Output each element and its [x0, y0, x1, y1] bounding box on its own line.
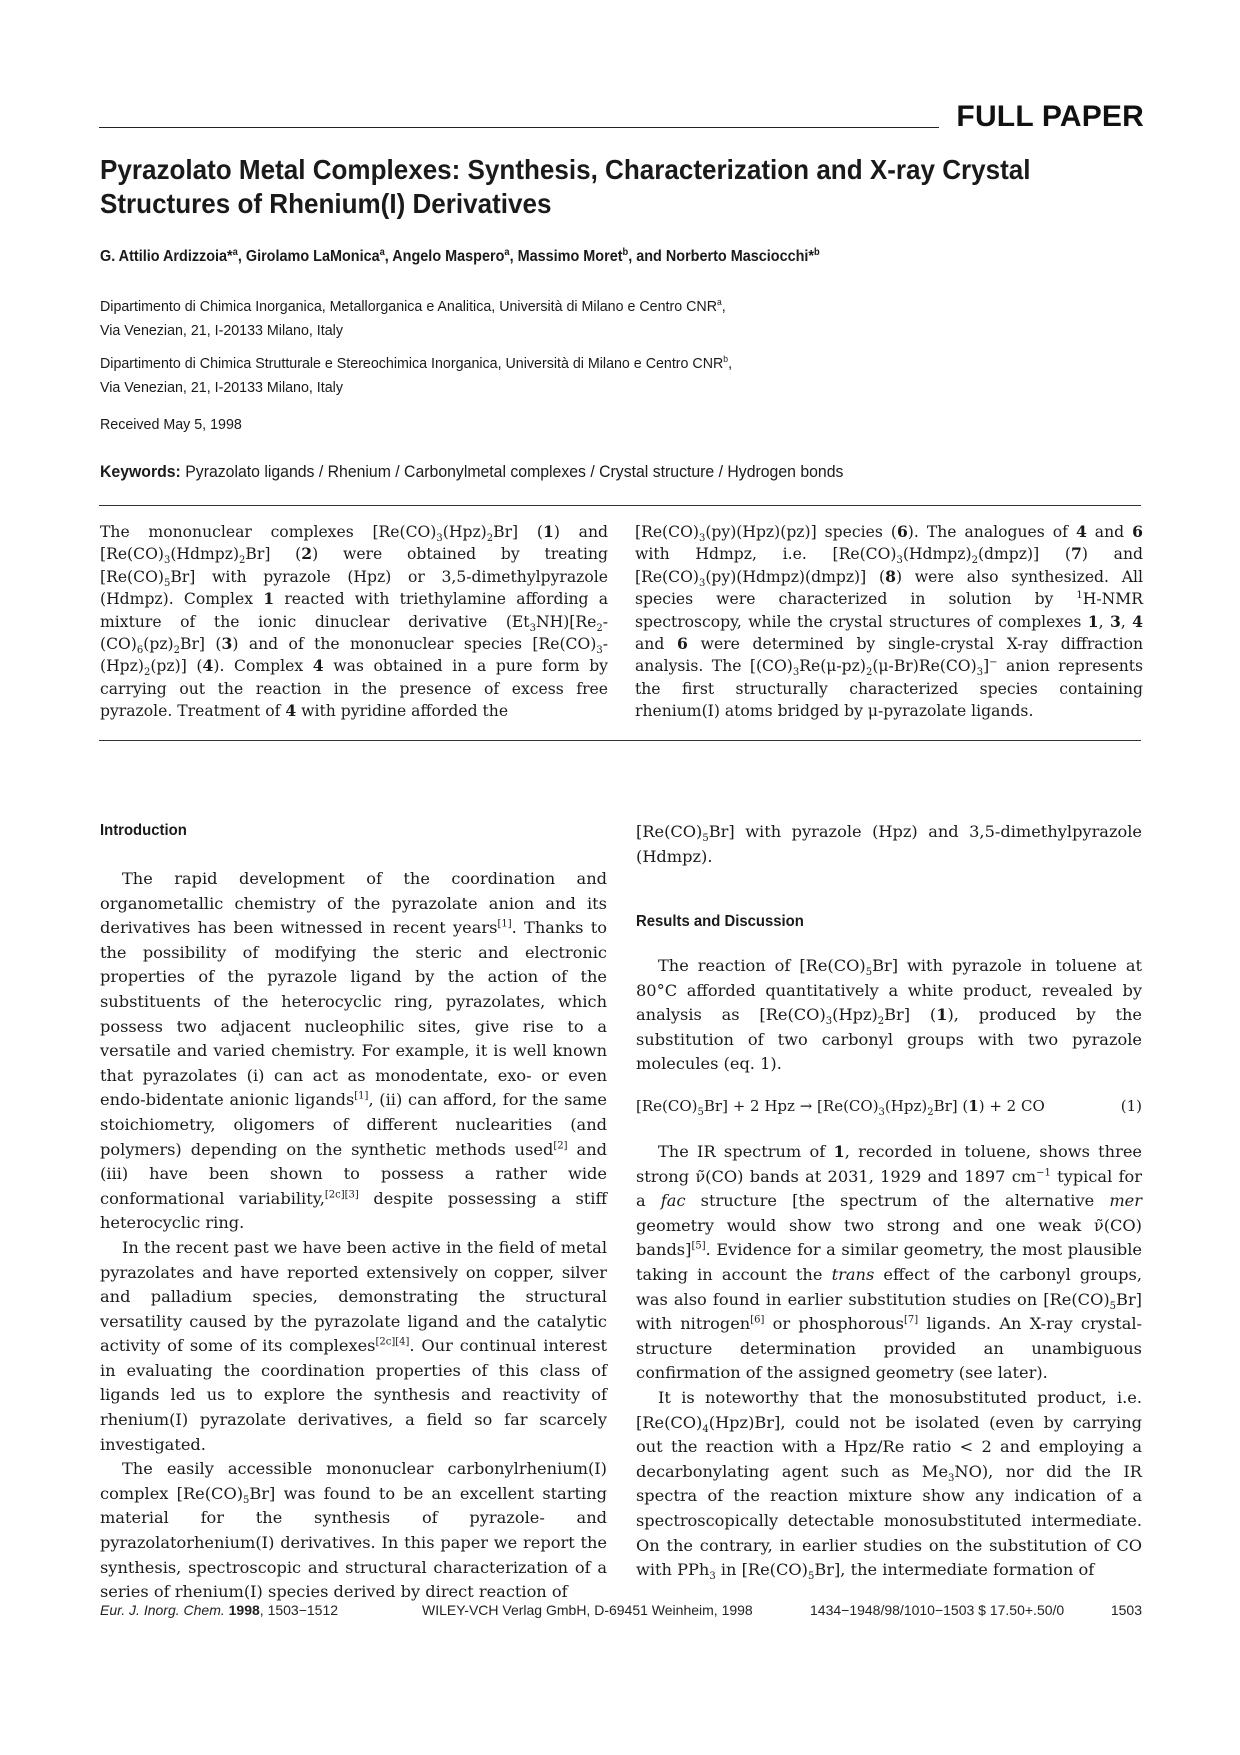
abstract-top-rule: [99, 505, 1141, 506]
abstract-right-column: $[Re(CO)_3(py)(Hpz)(pz)]$ species (6). The analogues of 4 and 6 with Hdmpz, i.e. $[Re(CO)_3(Hdmpz)_2(dmpz)]$ (7) and $[Re(CO)_3(py)(Hdmpz)(dmpz)]$ (8) were also synthesized. All species were characterized in solution by $^1$H-NMR spectroscopy, while the crystal structures of complexes 1, 3, 4 and 6 were determined by single-crystal X-ray diffraction analysis. The $[(CO)_3Re(\mu-pz)_2(\mu-Br)Re(CO)_3]^-$ anion represents the first structurally characterized species containing rhenium(I) atoms bridged by μ-pyrazolate ligands.: [635, 522, 1144, 721]
journal-citation: Eur. J. Inorg. Chem. 1998, 1503−1512: [100, 1602, 339, 1618]
keywords-list: Pyrazolato ligands / Rhenium / Carbonylmetal complexes / Crystal structure / Hydrogen bonds: [185, 462, 844, 481]
introduction-paragraph-1: The rapid development of the coordination and organometallic chemistry of the pyrazolate anion and its derivatives has been witnessed in recent years[1]. Thanks to the possibility of modifying the steric and electronic properties of the pyrazole ligand by the action of the substituents of the heterocyclic ring, pyrazolates, which possess two adjacent nucleophilic sites, give rise to a versatile and varied chemistry. For example, it is well known that pyrazolates (i) can act as monodentate, exo- or even endo-bidentate anionic ligands[1], (ii) can afford, for the same stoichiometry, oligomers of different nuclearities (and polymers) depending on the synthetic methods used[2] and (iii) have been shown to possess a rather wide conformational variability,[2c][3] despite possessing a stiff heterocyclic ring.: [100, 869, 607, 1233]
introduction-body: [100, 867, 607, 1605]
results-body-1: [636, 954, 1142, 1077]
keywords-label: Keywords:: [100, 462, 181, 481]
introduction-paragraph-2: In the recent past we have been active in the field of metal pyrazolates and have reported extensively on copper, silver and palladium species, demonstrating the structural versatility caused by the pyrazolate ligand and the catalytic activity of some of its complexes[2c][4]. Our continual interest in evaluating the coordination properties of this class of ligands led us to explore the synthesis and reactivity of rhenium(I) pyrazolate derivatives, a field so far scarcely investigated.: [100, 1237, 608, 1454]
keywords-line: [100, 462, 1123, 482]
equation-number: (1): [1120, 1097, 1142, 1115]
results-paragraph-1: The reaction of $[Re(CO)_5Br]$ with pyrazole in toluene at 80°C afforded quantitatively a white product, revealed by analysis as $[Re(CO)_3(Hpz)_2Br]$ (1), produced by the substitution of two carbonyl groups with two pyrazole molecules (eq. 1).: [636, 956, 1142, 1074]
price-code: 1434−1948/98/1010−1503 $ 17.50+.50/0: [810, 1602, 1065, 1618]
article-type-banner: FULL PAPER: [956, 100, 1144, 133]
abstract-left-column: The mononuclear complexes $[Re(CO)_3(Hpz)_2Br]$ (1) and $[Re(CO)_3(Hdmpz)_2Br]$ (2) were obtained by treating $[Re(CO)_5Br]$ with pyrazole (Hpz) or 3,5-dimethylpyrazole (Hdmpz). Complex 1 reacted with triethylamine affording a mixture of the ionic dinuclear derivative $(Et_3NH)[Re_2-(CO)_6(pz)_2Br]$ (3) and of the mononuclear species $[Re(CO)_3-(Hpz)_2(pz)]$ (4). Complex 4 was obtained in a pure form by carrying out the reaction in the presence of excess free pyrazole. Treatment of 4 with pyridine afforded the: [100, 522, 609, 721]
introduction-paragraph-3-continued: $[Re(CO)_5Br]$ with pyrazole (Hpz) and 3,5-dimethylpyrazole (Hdmpz).: [636, 822, 1142, 866]
author-list: G. Attilio Ardizzoia*$^a$, Girolamo LaMonica$^a$, Angelo Maspero$^a$, Massimo Moret$^b$, and Norberto Masciocchi*$^b$: [100, 247, 820, 266]
results-paragraph-3: It is noteworthy that the monosubstituted product, i.e. $[Re(CO)_4(Hpz)Br]$, could not be isolated (even by carrying out the reaction with a Hpz/Re ratio < 2 and employing a decarbonylating agent such as $Me_3NO$), nor did the IR spectra of the reaction mixture show any indication of a spectroscopically detectable monosubstituted intermediate. On the contrary, in earlier studies on the substitution of CO with PPh$_3$ in $[Re(CO)_5Br]$, the intermediate formation of: [636, 1387, 1142, 1583]
received-date: Received May 5, 1998: [100, 416, 242, 433]
equation-expression: $[Re(CO)_5Br] + 2$ Hpz → $[Re(CO)_3(Hpz)_2Br] (1) + 2$ CO: [636, 1097, 1045, 1118]
publisher-line: WILEY-VCH Verlag GmbH, D-69451 Weinheim, 1998: [422, 1602, 753, 1618]
equation-1: [636, 1097, 1142, 1118]
introduction-body-continued: [636, 820, 1142, 869]
introduction-paragraph-3: The easily accessible mononuclear carbonylrhenium(I) complex $[Re(CO)_5Br]$ was found to be an excellent starting material for the synthesis of pyrazole- and pyrazolatorhenium(I) derivatives. In this paper we report the synthesis, spectroscopic and structural characterization of a series of rhenium(I) species derived by direct reaction of: [100, 1459, 607, 1602]
affiliation-a: Dipartimento di Chimica Inorganica, Metallorganica e Analitica, Università di Milano e Centro CNR$^a$, Via Venezian, 21, I-20133 Milano, Italy: [100, 297, 726, 339]
affiliation-b: Dipartimento di Chimica Strutturale e Stereochimica Inorganica, Università di Milano e Centro CNR$^b$, Via Venezian, 21, I-20133 Milano, Italy: [100, 354, 733, 396]
results-paragraph-2: The IR spectrum of 1, recorded in toluene, shows three strong ν̃(CO) bands at 2031, 1929 and 1897 $cm^{-1}$ typical for a fac structure [the spectrum of the alternative mer geometry would show two strong and one weak ν̃(CO) bands][5]. Evidence for a similar geometry, the most plausible taking in account the trans effect of the carbonyl groups, was also found in earlier substitution studies on $[Re(CO)_5Br]$ with nitrogen[6] or phosphorous[7] ligands. An X-ray crystal-structure determination provided an unambiguous confirmation of the assigned geometry (see later).: [636, 1142, 1142, 1383]
header-rule: [99, 127, 939, 128]
page-footer: [100, 1602, 1142, 1622]
abstract-bottom-rule: [99, 740, 1141, 741]
results-body-2: [636, 1140, 1142, 1583]
page-number: 1503: [1110, 1602, 1142, 1618]
introduction-heading: Introduction: [100, 822, 187, 839]
article-title: Pyrazolato Metal Complexes: Synthesis, Characterization and X-ray Crystal Structures of Rhenium(I) Derivatives: [100, 154, 1031, 219]
results-heading: Results and Discussion: [636, 913, 804, 930]
